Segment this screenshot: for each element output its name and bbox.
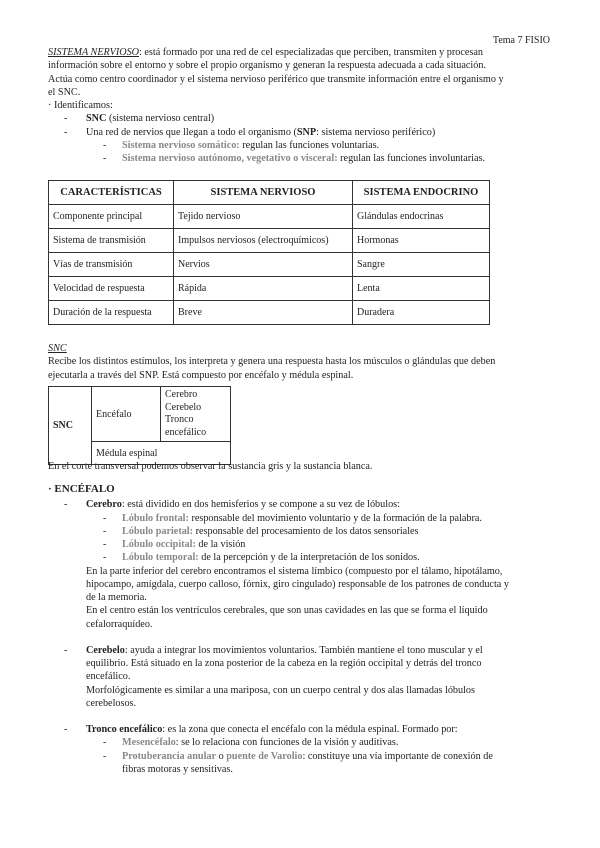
table-header-row: CARACTERÍSTICAS SISTEMA NERVIOSO SISTEMA ENDOCRINO: [49, 181, 490, 205]
table-row: Vías de transmisión Nervios Sangre: [49, 253, 490, 277]
medula-cell: Médula espinal: [92, 442, 231, 465]
list-item-lobe: - Lóbulo parietal: responsable del procesamiento de los datos sensoriales: [103, 525, 419, 537]
intro-section: SISTEMA NERVIOSO: está formado por una red de cel especializadas que perciben, transmiten y procesan información sobre el entorno y sobre el propio organismo y generan la respuesta adecuada a cada situación. Actúa como centro coordinador y el sistema nervioso periférico que transmite información entre el organismo y el SNC. · Identificamos: - SNC (sistema nervioso central) - Una red de nervios que llegan a todo el organismo (SNP: sistema nervioso periférico) - Sistema nervioso somático: regulan las funciones voluntarias. - Sistema nervioso autónomo, vegetativo o visceral: regulan las funciones involuntarias.: [48, 46, 553, 165]
snc-cell: SNC: [49, 387, 92, 465]
encefalo-title: · ENCÉFALO: [48, 483, 115, 495]
list-item-tronco: - Tronco encefálico: es la zona que conecta el encéfalo con la médula espinal. Formado por:: [64, 724, 458, 736]
section-title-sistema-nervioso: SISTEMA NERVIOSO: [48, 47, 140, 58]
protuberancia-continuation: fibras motoras y sensitivas.: [122, 763, 233, 775]
page-header: Tema 7 FISIO: [492, 35, 550, 46]
encefalo-section: [48, 482, 553, 776]
list-item-lobe: - Lóbulo frontal: responsable del movimiento voluntario y de la formación de la palabra.: [103, 512, 482, 524]
list-item-lobe: - Lóbulo temporal: de la percepción y de la interpretación de los sonidos.: [103, 552, 420, 564]
list-item-snp: - Una red de nervios que llegan a todo el organismo (SNP: sistema nervioso periférico): [64, 126, 436, 138]
snc-after-text: En el corte transversal podemos observar la sustancia gris y la sustancia blanca.: [48, 461, 373, 472]
section-title-snc: SNC: [48, 343, 67, 354]
encefalo-parts-cell: Cerebro Cerebelo Tronco encefálico: [161, 387, 231, 442]
table-row: Velocidad de respuesta Rápida Lenta: [49, 277, 490, 301]
snc-section: SNC Recibe los distintos estímulos, los interpreta y genera una respuesta hasta los músculos o glándulas que deben ejecutarla a través del SNP. Está compuesto por encéfalo y médula espinal.: [48, 343, 496, 381]
list-item-cerebro: - Cerebro: está dividido en dos hemisferios y se compone a su vez de lóbulos:: [64, 499, 400, 511]
table-row: Duración de la respuesta Breve Duradera: [49, 301, 490, 325]
table-row: Sistema de transmisión Impulsos nerviosos (electroquímicos) Hormonas: [49, 229, 490, 253]
snc-table: [48, 386, 231, 465]
encefalo-cell: Encéfalo: [92, 387, 161, 442]
list-item-protuberancia: - Protuberancia anular o puente de Varolio: constituye una vía importante de conexión de: [103, 750, 493, 762]
comparison-table: [48, 180, 490, 325]
list-item-somatic: - Sistema nervioso somático: regulan las funciones voluntarias.: [103, 139, 380, 151]
list-item-lobe: - Lóbulo occipital: de la visión: [103, 539, 246, 551]
cerebelo-paragraph: equilibrio. Está situado en la zona posterior de la cabeza en la región occipital y detrás del tronco encefálico. Morfológicamente es similar a una mariposa, con un cuerpo central y dos alas llamadas lóbulos cerebelosos.: [86, 658, 482, 709]
list-item-mesencefalo: - Mesencéfalo: se lo relaciona con funciones de la visión y auditivas.: [103, 737, 399, 749]
limbic-paragraph: En la parte inferior del cerebro encontramos el sistema límbico (compuesto por el tálamo, hipotálamo, hipocampo, amígdala, cuerpo calloso, fórnix, giro cingulado) responsable de los patrones de conducta y de la memoria. En el centro están los ventrículos cerebrales, que son unas cavidades en las que se forma el líquido cefalorraquídeo.: [86, 565, 509, 630]
table-row: Componente principal Tejido nervioso Glándulas endocrinas: [49, 205, 490, 229]
list-item-autonomo: - Sistema nervioso autónomo, vegetativo o visceral: regulan las funciones involuntarias.: [103, 153, 486, 164]
list-item-snc: - SNC (sistema nervioso central): [64, 113, 215, 125]
list-item-cerebelo: - Cerebelo: ayuda a integrar los movimientos voluntarios. También mantiene el tono muscular y el: [64, 644, 483, 656]
